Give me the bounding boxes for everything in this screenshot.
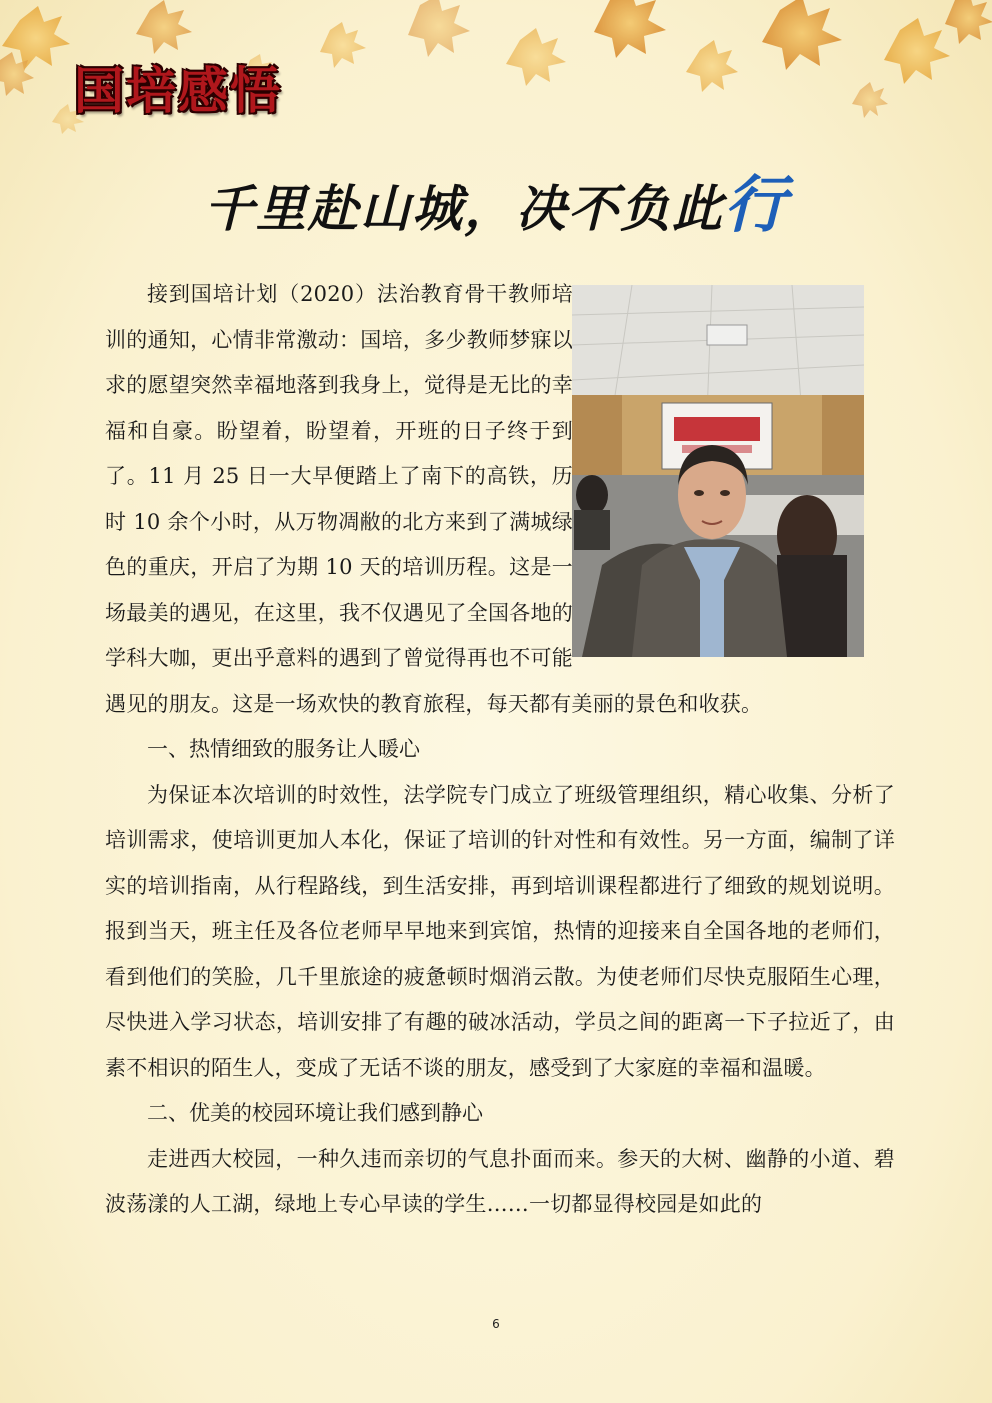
section-badge: 国培感悟 <box>74 62 282 120</box>
article-body <box>105 272 895 1228</box>
page-number: 6 <box>492 1317 500 1331</box>
headline-accent: 行 <box>723 168 788 241</box>
intro-paragraph: 接到国培计划（2020）法治教育骨干教师培训的通知，心情非常激动：国培，多少教师梦寐以求的愿望突然幸福地落到我身上，觉得是无比的幸福和自豪。盼望着，盼望着，开班的日子终于到了。11 月 25 日一大早便踏上了南下的高铁，历时 10 余个小时，从万物凋敝的北方来到了满城绿色的重庆，开启了为期 10 天的培训历程。这是一场最美的遇见，在这里，我不仅遇见了全国各地的学科大咖，更出乎意料的遇到了曾觉得再也不可能遇见的朋友。这是一场欢快的教育旅程，每天都有美丽的景色和收获。 <box>105 282 763 716</box>
section-heading-1: 一、热情细致的服务让人暖心 <box>147 737 420 761</box>
photo-float-space <box>573 272 895 670</box>
section-1-paragraph: 为保证本次培训的时效性，法学院专门成立了班级管理组织，精心收集、分析了培训需求，使培训更加人本化，保证了培训的针对性和有效性。另一方面，编制了详实的培训指南，从行程路线，到生活安排，再到培训课程都进行了细致的规划说明。报到当天，班主任及各位老师早早地来到宾馆，热情的迎接来自全国各地的老师们，看到他们的笑脸，几千里旅途的疲惫顿时烟消云散。为使老师们尽快克服陌生心理，尽快进入学习状态，培训安排了有趣的破冰活动，学员之间的距离一下子拉近了，由素不相识的陌生人，变成了无话不谈的朋友，感受到了大家庭的幸福和温暖。 <box>105 782 895 1080</box>
article-headline <box>0 170 992 240</box>
section-heading-2: 二、优美的校园环境让我们感到静心 <box>147 1101 483 1125</box>
headline-main: 千里赴山城，决不负此 <box>203 180 724 238</box>
section-2-paragraph: 走进西大校园，一种久违而亲切的气息扑面而来。参天的大树、幽静的小道、碧波荡漾的人工湖，绿地上专心早读的学生……一切都显得校园是如此的 <box>105 1146 895 1216</box>
